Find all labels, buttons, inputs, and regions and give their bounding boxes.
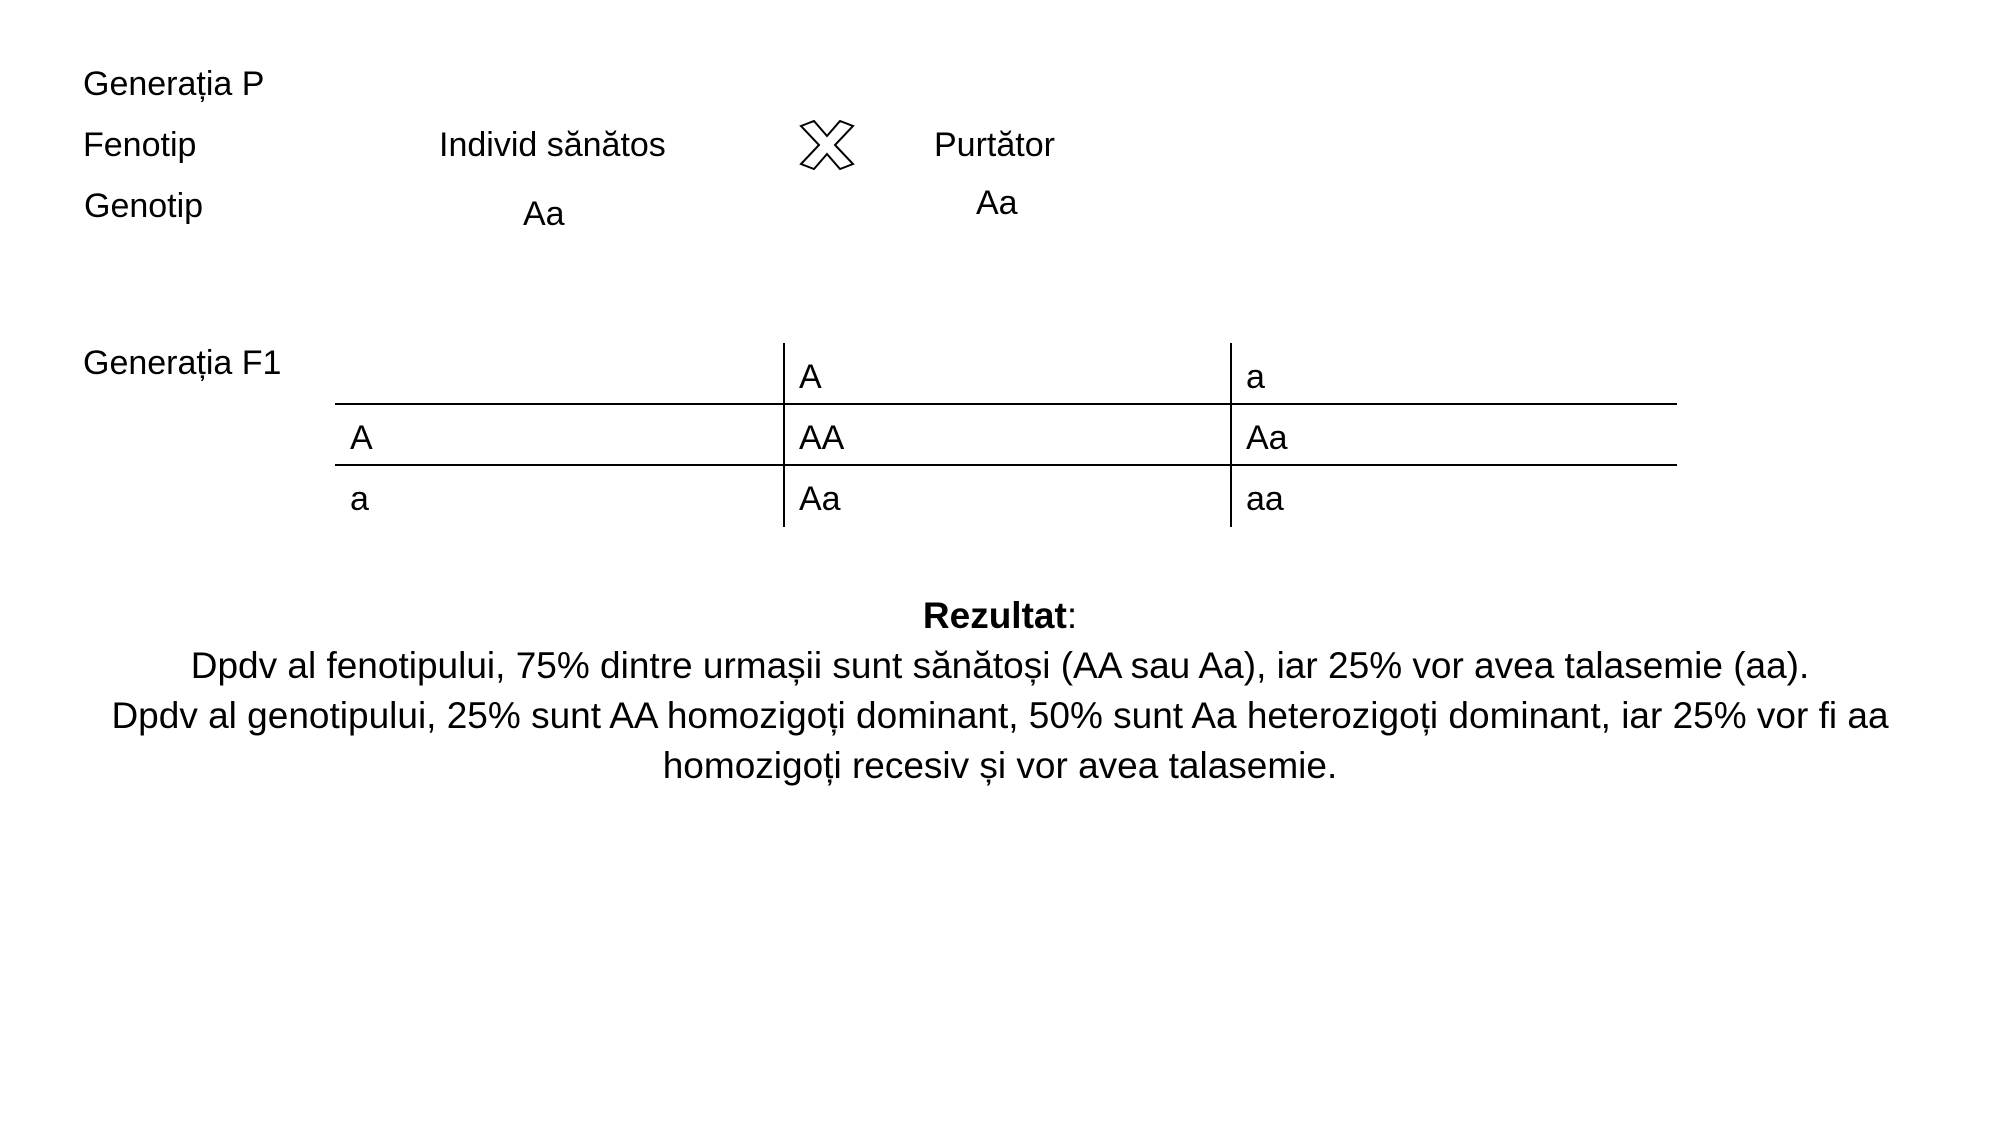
col-header-cell: A [799,358,822,396]
parent2-phenotype: Purtător [934,126,1055,164]
result-title: Rezultat [922,595,1067,636]
table-divider-vertical [783,343,785,527]
table-cell: aa [1246,480,1284,518]
table-cell: Aa [799,480,841,518]
parent1-genotype: Aa [523,195,565,233]
row-header-cell: A [350,419,373,457]
table-divider-vertical [1230,343,1232,527]
table-cell: AA [799,419,845,457]
result-genotype-text: Dpdv al genotipului, 25% sunt AA homozigoți dominant, 50% sunt Aa heterozigoți dominant, iar 25% vor fi aa homozigoți recesiv și vor avea talasemie. [111,695,1889,786]
result-section [0,591,2000,791]
generation-f1-title: Generația F1 [83,344,282,382]
phenotype-label: Fenotip [83,126,197,164]
row-header-cell: a [350,480,369,518]
parent1-phenotype: Individ sănătos [439,126,666,164]
result-heading [0,591,2000,641]
result-phenotype-text: Dpdv al fenotipului, 75% dintre urmașii sunt sănătoși (AA sau Aa), iar 25% vor avea talasemie (aa). [190,645,1810,686]
cross-icon [798,120,856,170]
table-divider-horizontal [335,464,1677,466]
genotype-label: Genotip [84,187,204,225]
table-cell: Aa [1246,419,1288,457]
table-divider-horizontal [335,403,1677,405]
generation-p-title: Generația P [83,65,265,103]
result-title-suffix: : [1066,595,1078,636]
punnett-square [335,343,1677,527]
parent2-genotype: Aa [976,184,1018,222]
col-header-cell: a [1246,358,1265,396]
